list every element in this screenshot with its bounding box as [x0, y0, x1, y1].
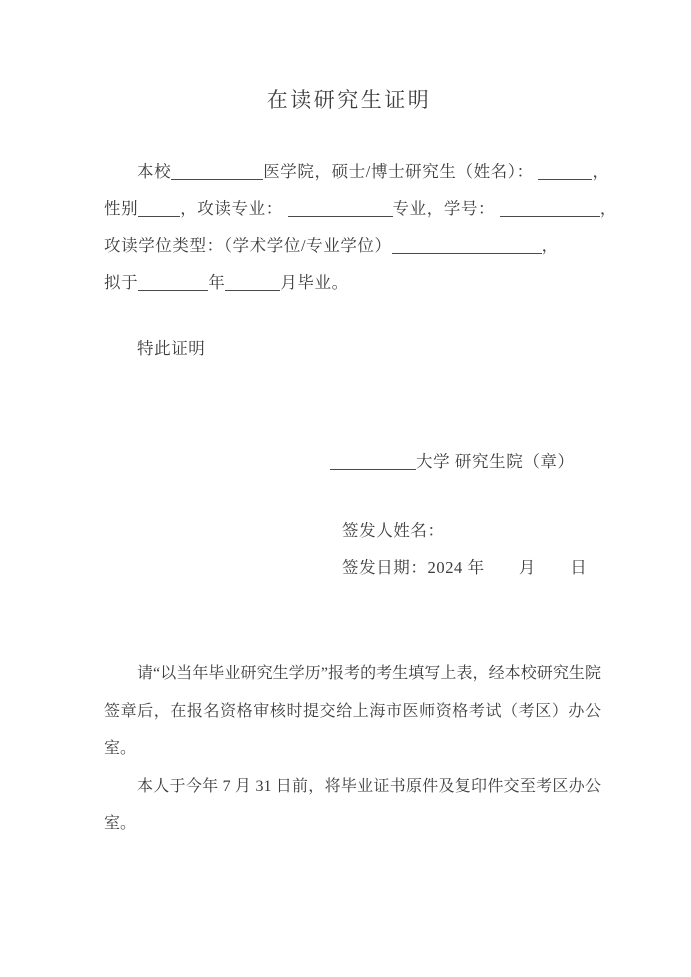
blank-school-name [171, 167, 263, 180]
student-label-text: 医学院，硕士/博士研究生（姓名）： [263, 162, 534, 181]
line1-comma: ， [592, 162, 610, 181]
issuer-signature-line [104, 443, 601, 480]
blank-gender [138, 204, 180, 217]
line2-comma: ， [599, 199, 617, 218]
form-line-school [104, 153, 610, 190]
blank-degree-type [392, 241, 542, 254]
blank-major [288, 204, 393, 217]
signer-name-label: 签发人姓名： [342, 521, 445, 540]
blank-student-id [500, 204, 600, 217]
school-prefix-text: 本校 [137, 162, 172, 181]
blank-student-name [538, 167, 592, 180]
notes-section [104, 655, 601, 843]
form-line-graduation [104, 264, 601, 301]
degree-type-label-text: 攻读学位类型：（学术学位/专业学位） [104, 236, 392, 255]
attestation-line [104, 330, 601, 367]
attestation-text: 特此证明 [137, 339, 206, 358]
student-id-label-text: 专业，学号： [392, 199, 496, 218]
blank-graduation-month [225, 278, 280, 291]
issue-date-line [104, 549, 601, 586]
blank-university-name [330, 457, 416, 470]
note-paragraph-submission: 请“以当年毕业研究生学历”报考的考生填写上表，经本校研究生院签章后，在报名资格审核时提交给上海市医师资格考试（考区）办公室。 [104, 665, 601, 757]
form-body [104, 153, 617, 301]
line3-comma: ， [541, 236, 559, 255]
issue-date-label: 签发日期： [342, 558, 428, 577]
gender-label-text: 性别 [104, 199, 139, 218]
issuer-suffix-text: 大学 研究生院（章） [416, 452, 575, 471]
signer-name-line [104, 512, 601, 549]
blank-graduation-year [138, 278, 208, 291]
form-line-degree-type [104, 227, 601, 264]
graduation-prefix-text: 拟于 [104, 273, 139, 292]
major-label-text: ，攻读专业： [180, 199, 283, 218]
form-line-gender-major [104, 190, 617, 227]
note-paragraph-deadline: 本人于今年 7 月 31 日前，将毕业证书原件及复印件交至考区办公室。 [104, 777, 601, 832]
month-graduate-text: 月毕业。 [280, 273, 349, 292]
year-label-text: 年 [208, 273, 226, 292]
document-title: 在读研究生证明 [266, 88, 432, 112]
issue-date-value: 2024 年 月 日 [427, 558, 588, 577]
